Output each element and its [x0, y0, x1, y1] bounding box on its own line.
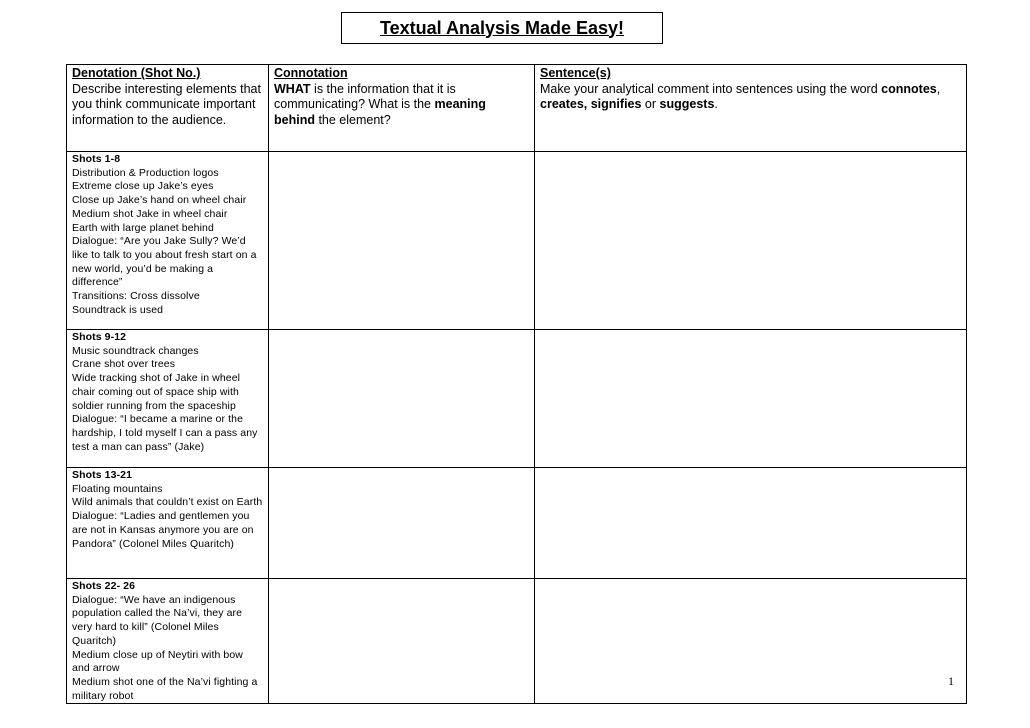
connotation-text-1: is the information that it is communicating? What is the [274, 81, 456, 111]
table-row [67, 579, 967, 704]
sentences-text-1: Make your analytical comment into sentences using the word [540, 81, 882, 96]
denotation-line: Dialogue: “Ladies and gentlemen you are not in Kansas anymore you are on Pandora” (Colonel Miles Quaritch) [72, 510, 254, 550]
table-header-row [67, 65, 967, 152]
denotation-description: Describe interesting elements that you think communicate important information to the audience. [72, 81, 261, 127]
analysis-table [66, 64, 967, 704]
sentences-header-cell [535, 65, 967, 152]
sentences-sep-1: , [936, 81, 941, 96]
denotation-line: Dialogue: “I became a marine or the hardship, I told myself I can a pass any test a man can pass” (Jake) [72, 413, 258, 453]
page-number: 1 [948, 674, 954, 688]
page-title: Textual Analysis Made Easy! [341, 12, 663, 44]
shot-range: Shots 9-12 [72, 331, 127, 343]
sentences-cell[interactable] [535, 579, 967, 704]
denotation-line: Medium shot Jake in wheel chair [72, 207, 228, 220]
connotation-cell[interactable] [269, 468, 535, 579]
denotation-heading: Denotation (Shot No.) [72, 66, 201, 80]
sentences-word-creates: creates, signifies [540, 97, 642, 111]
shot-range: Shots 1-8 [72, 153, 121, 165]
sentences-end: . [714, 97, 718, 111]
table-row [67, 468, 967, 579]
connotation-cell[interactable] [269, 330, 535, 468]
shot-range: Shots 22- 26 [72, 580, 136, 592]
denotation-line: Distribution & Production logos [72, 166, 219, 179]
denotation-cell [67, 152, 269, 330]
connotation-meaning: meaning behind [274, 97, 486, 127]
denotation-cell [67, 330, 269, 468]
connotation-what: WHAT [274, 81, 311, 96]
denotation-line: Medium close up of Neytiri with bow and arrow [72, 648, 243, 675]
denotation-line: Wild animals that couldn’t exist on Earth [72, 496, 263, 509]
denotation-line: Dialogue: “Are you Jake Sully? We’d like to talk to you about fresh start on a new world, you’d be making a difference” [72, 235, 257, 289]
denotation-cell [67, 579, 269, 704]
connotation-header-cell [269, 65, 535, 152]
connotation-text-2: the element? [314, 112, 391, 127]
denotation-line: Earth with large planet behind [72, 221, 214, 234]
denotation-line: Transitions: Cross dissolve [72, 290, 200, 303]
sentences-word-suggests: suggests [659, 97, 715, 111]
sentences-heading: Sentence(s) [540, 66, 611, 80]
connotation-cell[interactable] [269, 152, 535, 330]
denotation-line: Extreme close up Jake’s eyes [72, 180, 214, 193]
sentences-cell[interactable] [535, 468, 967, 579]
table-row [67, 330, 967, 468]
sentences-word-connotes: connotes [881, 81, 937, 96]
denotation-line: Wide tracking shot of Jake in wheel chair coming out of space ship with soldier running from the spaceship [72, 372, 241, 412]
denotation-line: Floating mountains [72, 482, 163, 495]
denotation-line: Music soundtrack changes [72, 344, 199, 357]
denotation-header-cell [67, 65, 269, 152]
sentences-cell[interactable] [535, 330, 967, 468]
denotation-line: Dialogue: “We have an indigenous population called the Na’vi, they are very hard to kill” (Colonel Miles Quaritch) [72, 593, 243, 647]
denotation-line: Soundtrack is used [72, 303, 164, 316]
table-row [67, 152, 967, 330]
denotation-line: Close up Jake’s hand on wheel chair [72, 194, 247, 207]
connotation-heading: Connotation [274, 66, 348, 80]
denotation-line: Medium shot one of the Na’vi fighting a military robot [72, 675, 258, 702]
denotation-cell [67, 468, 269, 579]
connotation-cell[interactable] [269, 579, 535, 704]
sentences-sep-2: or [641, 97, 660, 111]
sentences-cell[interactable] [535, 152, 967, 330]
shot-range: Shots 13-21 [72, 469, 133, 481]
denotation-line: Crane shot over trees [72, 358, 176, 371]
